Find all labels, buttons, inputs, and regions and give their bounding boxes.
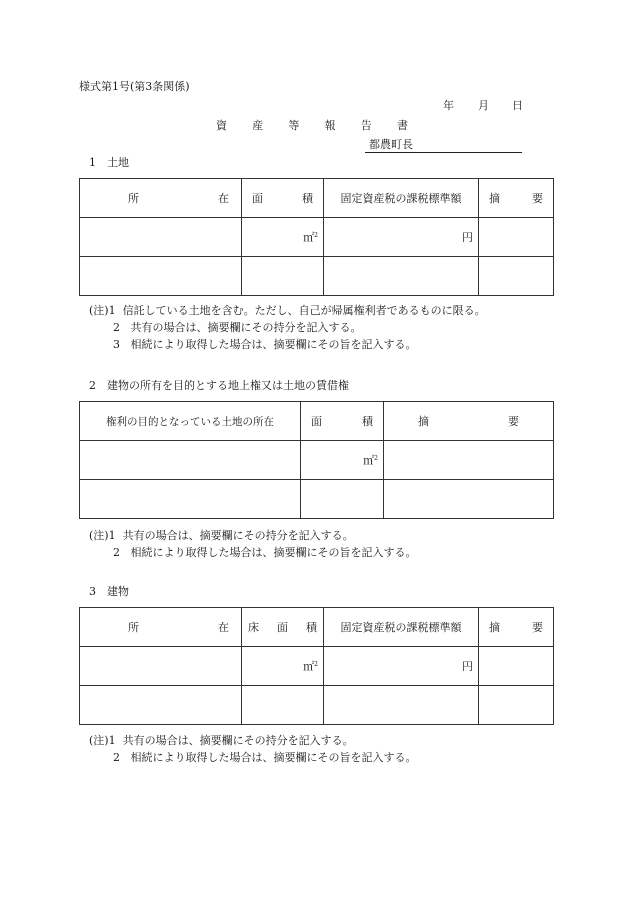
- section1-heading: 1 土地: [89, 156, 129, 169]
- cell-remarks[interactable]: [384, 441, 554, 480]
- table-row: [80, 441, 554, 480]
- section3-heading: 3 建物: [89, 585, 129, 598]
- date-month: 月: [478, 99, 489, 112]
- cell-land-location[interactable]: [80, 480, 301, 519]
- addressee: 都農町長: [369, 138, 413, 151]
- cell-location[interactable]: [80, 218, 242, 257]
- section2-table: [79, 401, 554, 519]
- col-area: 面 積: [242, 179, 324, 218]
- table-row: [80, 257, 554, 296]
- section2-heading: 2 建物の所有を目的とする地上権又は土地の賃借権: [89, 379, 349, 392]
- cell-remarks[interactable]: [479, 218, 554, 257]
- section2-notes: [89, 527, 417, 561]
- addressee-underline: [365, 152, 522, 153]
- col-remarks: 摘 要: [384, 402, 554, 441]
- cell-location[interactable]: [80, 647, 242, 686]
- section3-table: [79, 607, 554, 725]
- table-row: [80, 686, 554, 725]
- cell-tax-base[interactable]: [324, 686, 479, 725]
- section1-notes: [89, 302, 486, 353]
- col-land-location: 権利の目的となっている土地の所在: [80, 402, 301, 441]
- col-location: 所 在: [80, 608, 242, 647]
- cell-floor-area[interactable]: ㎡$^2$: [242, 647, 324, 686]
- table-header-row: [80, 402, 554, 441]
- col-area: 面 積: [301, 402, 384, 441]
- cell-remarks[interactable]: [479, 686, 554, 725]
- note-item: (注)1 共有の場合は、摘要欄にその持分を記入する。: [89, 529, 354, 542]
- cell-area[interactable]: [242, 257, 324, 296]
- col-tax-base: 固定資産税の課税標準額: [324, 179, 479, 218]
- title-char: 等: [288, 119, 300, 132]
- col-remarks: 摘 要: [479, 179, 554, 218]
- col-remarks: 摘 要: [479, 608, 554, 647]
- title-char: 産: [252, 119, 264, 132]
- cell-tax-base[interactable]: 円: [324, 218, 479, 257]
- note-item: 2 相続により取得した場合は、摘要欄にその旨を記入する。: [113, 751, 417, 764]
- title-char: 告: [360, 119, 372, 132]
- form-number: 様式第1号(第3条関係): [79, 80, 190, 93]
- table-row: [80, 647, 554, 686]
- col-location: 所 在: [80, 179, 242, 218]
- cell-location[interactable]: [80, 257, 242, 296]
- col-tax-base: 固定資産税の課税標準額: [324, 608, 479, 647]
- table-row: [80, 480, 554, 519]
- note-item: 3 相続により取得した場合は、摘要欄にその旨を記入する。: [113, 338, 417, 351]
- title-char: 報: [324, 119, 336, 132]
- col-floor-area: 床 面 積: [242, 608, 324, 647]
- document-title: [216, 119, 408, 133]
- cell-land-location[interactable]: [80, 441, 301, 480]
- table-row: [80, 218, 554, 257]
- title-char: 資: [216, 119, 227, 132]
- cell-area[interactable]: [301, 480, 384, 519]
- cell-tax-base[interactable]: [324, 257, 479, 296]
- table-header-row: [80, 608, 554, 647]
- section3-notes: [89, 732, 417, 766]
- cell-floor-area[interactable]: [242, 686, 324, 725]
- date-year: 年: [443, 99, 454, 112]
- note-item: 2 共有の場合は、摘要欄にその持分を記入する。: [113, 321, 362, 334]
- cell-location[interactable]: [80, 686, 242, 725]
- cell-remarks[interactable]: [479, 257, 554, 296]
- date-day: 日: [512, 99, 523, 112]
- section1-table: [79, 178, 554, 296]
- cell-remarks[interactable]: [384, 480, 554, 519]
- title-char: 書: [396, 119, 408, 132]
- cell-area[interactable]: ㎡$^2$: [242, 218, 324, 257]
- note-item: (注)1 信託している土地を含む。ただし、自己が帰属権利者であるものに限る。: [89, 304, 486, 317]
- note-item: (注)1 共有の場合は、摘要欄にその持分を記入する。: [89, 734, 354, 747]
- note-item: 2 相続により取得した場合は、摘要欄にその旨を記入する。: [113, 546, 417, 559]
- cell-tax-base[interactable]: 円: [324, 647, 479, 686]
- table-header-row: [80, 179, 554, 218]
- cell-area[interactable]: ㎡$^2$: [301, 441, 384, 480]
- cell-remarks[interactable]: [479, 647, 554, 686]
